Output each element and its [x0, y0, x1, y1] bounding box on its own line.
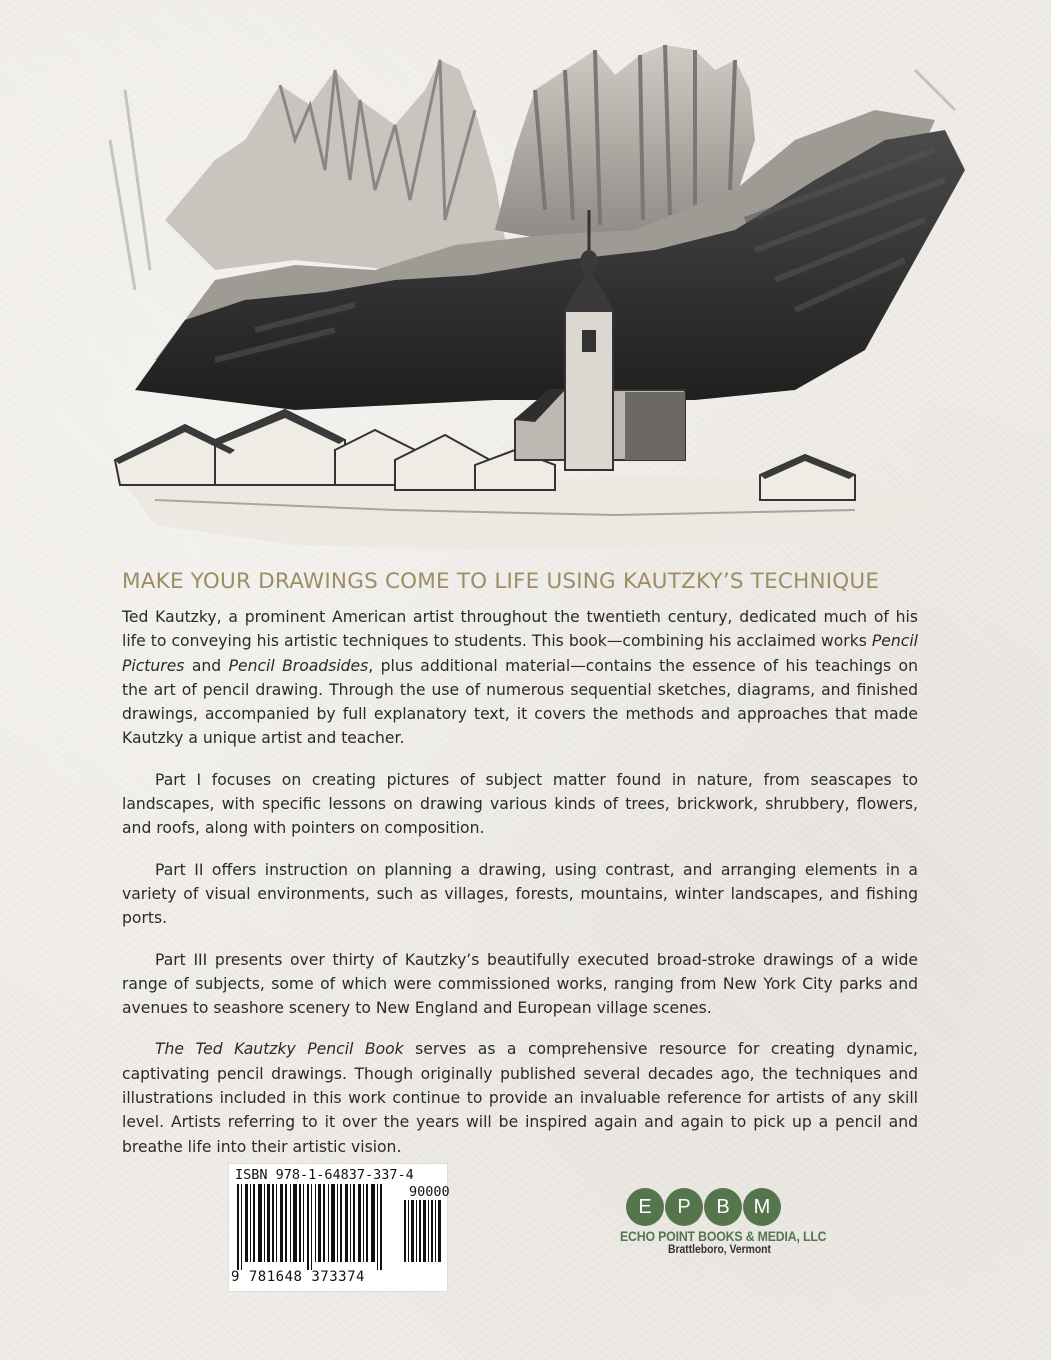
paragraph-3: Part II offers instruction on planning a drawing, using contrast, and arranging elements in a variety of visual environments, such as villages, forests, mountains, winter landscapes, and fishing ports. — [122, 860, 918, 928]
paragraph-5 — [122, 1037, 918, 1158]
publisher-name: ECHO POINT BOOKS & MEDIA, LLC — [620, 1228, 827, 1244]
publisher-logo — [620, 1188, 827, 1268]
p5-text: serves as a comprehensive resource for creating dynamic, captivating pencil drawings. Though originally published several decades ago, the techniques and illustrations included in this work continue to provide an invaluable reference for artists of any skill level. Artists referring to it over the years will be inspired again and again to pick up a pencil and breathe life into their artistic vision. — [122, 1040, 919, 1156]
price-bars — [404, 1200, 444, 1262]
price-code: 90000 — [409, 1184, 450, 1200]
p1-text-a: Ted Kautzky, a prominent American artist throughout the twentieth century, dedicated much of his life to conveying his artistic techniques to students. This book—combining his acclaimed works — [122, 608, 918, 651]
headline: MAKE YOUR DRAWINGS COME TO LIFE USING KAUTZKY’S TECHNIQUE — [122, 569, 880, 594]
p1-text-c: , plus additional material—contains the essence of his teachings on the art of pencil drawing. Through the use of numerous sequential sketches, diagrams, and finished drawings, accompanied by full explanatory text, it covers the methods and approaches that made Kautzky a unique artist and teacher. — [122, 656, 918, 748]
paragraph-4: Part III presents over thirty of Kautzky’s beautifully executed broad-stroke drawings of a wide range of subjects, some of which were commissioned works, ranging from New York City parks and avenues to seashore scenery to New England and European village scenes. — [122, 950, 918, 1018]
ean-digits: 9 781648 373374 — [231, 1269, 365, 1285]
publisher-initials — [626, 1188, 820, 1226]
isbn-number: ISBN 978-1-64837-337-4 — [235, 1167, 414, 1183]
initial-e: E — [626, 1188, 664, 1226]
ean-bars — [237, 1184, 397, 1270]
p1-title-pencil-pictures: Pencil Pictures — [122, 632, 918, 675]
initial-p: P — [665, 1188, 703, 1226]
initial-m: M — [743, 1188, 781, 1226]
village-mountain-sketch — [95, 30, 975, 560]
publisher-location: Brattleboro, Vermont — [668, 1244, 771, 1256]
p1-text-b: and — [184, 656, 229, 675]
initial-b: B — [704, 1188, 742, 1226]
description-body — [122, 605, 918, 1176]
p1-title-pencil-broadsides: Pencil Broadsides — [228, 656, 369, 675]
paragraph-2: Part I focuses on creating pictures of subject matter found in nature, from seascapes to landscapes, with specific lessons on drawing various kinds of trees, brickwork, shrubbery, flowers, and roofs, along with pointers on composition. — [122, 770, 918, 838]
paragraph-1 — [122, 605, 918, 751]
isbn-barcode — [228, 1163, 448, 1292]
p5-book-title: The Ted Kautzky Pencil Book — [155, 1040, 404, 1059]
